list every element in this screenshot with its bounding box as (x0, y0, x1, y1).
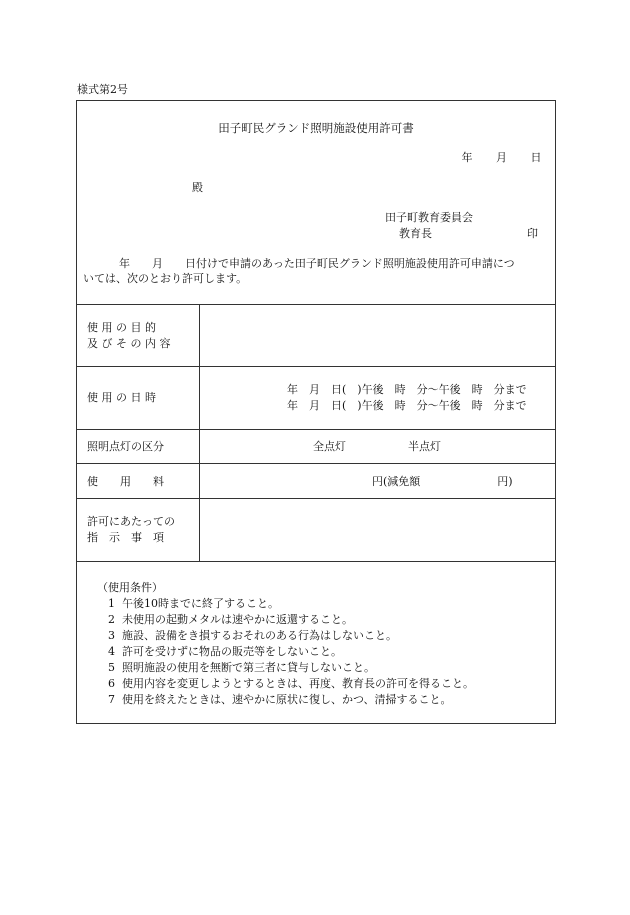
fee-value: 円(減免額 円) (372, 475, 513, 488)
condition-item: 1 午後10時までに終了すること。 (108, 597, 279, 610)
row-divider (77, 366, 555, 367)
condition-item: 7 使用を終えたときは、速やかに原状に復し、かつ、清掃すること。 (108, 693, 452, 706)
row-divider (77, 429, 555, 430)
condition-item: 5 照明施設の使用を無断で第三者に貸与しないこと。 (108, 661, 375, 674)
condition-item: 4 許可を受けずに物品の販売等をしないこと。 (108, 645, 342, 658)
instructions-label-line-2: 指 示 事 項 (87, 531, 164, 544)
datetime-line-1: 年 月 日( )午後 時 分～午後 時 分まで (287, 383, 527, 396)
datetime-label: 使 用 の 日 時 (87, 391, 156, 404)
issuer-title: 教育長 (399, 227, 432, 240)
column-divider (199, 304, 200, 561)
issuer-organization: 田子町教育委員会 (385, 211, 473, 224)
fee-label: 使 用 料 (87, 475, 164, 488)
condition-item: 3 施設、設備をき損するおそれのある行為はしないこと。 (108, 629, 397, 642)
lighting-full: 全点灯 (313, 440, 346, 453)
document-title: 田子町民グランド照明施設使用許可書 (218, 121, 414, 135)
addressee-suffix: 殿 (192, 181, 203, 194)
purpose-label-line-1: 使 用 の 目 的 (87, 321, 156, 334)
purpose-label-line-2: 及 び そ の 内 容 (87, 337, 171, 350)
seal-mark: 印 (527, 227, 538, 240)
lighting-half: 半点灯 (408, 440, 441, 453)
permit-form (76, 100, 556, 724)
instructions-label-line-1: 許可にあたっての (87, 515, 175, 528)
row-divider (77, 498, 555, 499)
table-bottom-rule (77, 561, 555, 562)
datetime-line-2: 年 月 日( )午後 時 分～午後 時 分まで (287, 399, 527, 412)
condition-item: 2 未使用の起動メタルは速やかに返還すること。 (108, 613, 353, 626)
form-number: 様式第2号 (77, 83, 128, 96)
issue-date: 年 月 日 (461, 151, 542, 164)
conditions-heading: （使用条件） (97, 581, 163, 594)
row-divider (77, 463, 555, 464)
table-top-rule (77, 304, 555, 305)
lighting-label: 照明点灯の区分 (87, 440, 164, 453)
condition-item: 6 使用内容を変更しようとするときは、再度、教育長の許可を得ること。 (108, 677, 474, 690)
intro-text-line-2: いては、次のとおり許可します。 (83, 272, 248, 285)
intro-text-line-1: 年 月 日付けで申請のあった田子町民グランド照明施設使用許可申請につ (119, 257, 515, 270)
